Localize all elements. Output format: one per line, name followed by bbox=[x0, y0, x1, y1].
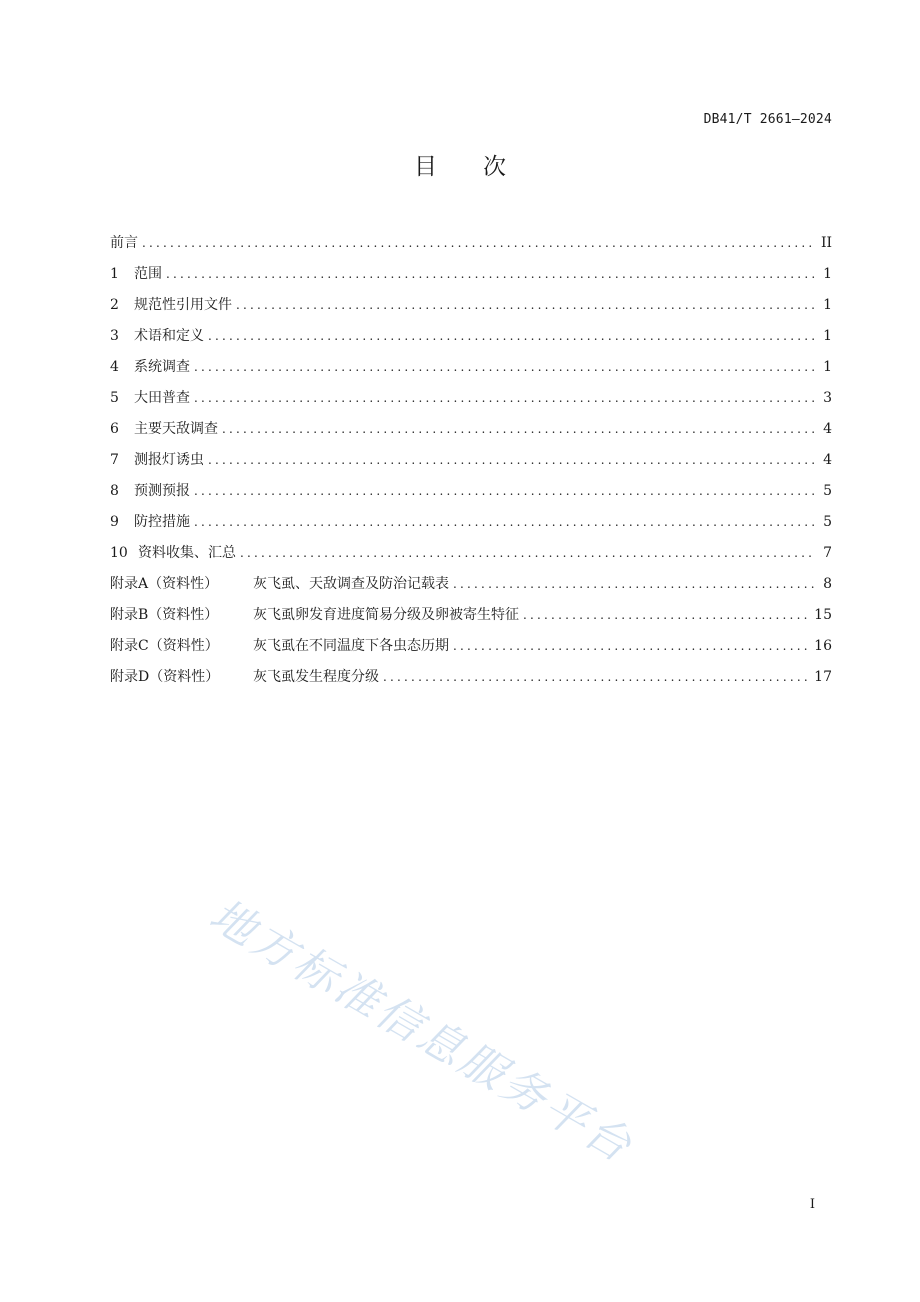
toc-entry-label: 主要天敌调查 bbox=[134, 421, 218, 437]
toc-appendix-b[interactable] bbox=[110, 605, 832, 636]
toc-entry-1[interactable] bbox=[110, 264, 832, 295]
toc-leader-dots bbox=[208, 450, 816, 470]
toc-leader-dots bbox=[142, 233, 815, 253]
toc-entry-foreword[interactable] bbox=[110, 233, 832, 264]
toc-entry-4[interactable] bbox=[110, 357, 832, 388]
appendix-page: 17 bbox=[814, 669, 832, 685]
document-code: DB41/T 2661—2024 bbox=[703, 112, 832, 127]
toc-entry-label: 系统调查 bbox=[134, 359, 190, 375]
toc-entry-number: 3 bbox=[110, 328, 119, 344]
toc-entry-5[interactable] bbox=[110, 388, 832, 419]
toc-entry-page: 4 bbox=[823, 452, 832, 468]
toc-entry-number: 9 bbox=[110, 514, 119, 530]
toc-entry-page: 1 bbox=[823, 297, 832, 313]
appendix-label: 灰飞虱卵发育进度简易分级及卵被寄生特征 bbox=[253, 607, 519, 623]
toc-leader-dots bbox=[453, 574, 816, 594]
toc-entry-page: 1 bbox=[823, 266, 832, 282]
toc-entry-page: 3 bbox=[823, 390, 832, 406]
toc-leader-dots bbox=[383, 667, 808, 687]
toc-entry-label: 预测预报 bbox=[134, 483, 190, 499]
toc-leader-dots bbox=[166, 264, 816, 284]
toc-title-part2: 次 bbox=[483, 154, 506, 180]
appendix-prefix: 附录C（资料性） bbox=[110, 638, 219, 654]
toc-entry-10[interactable] bbox=[110, 543, 832, 574]
toc-entry-number: 4 bbox=[110, 359, 119, 375]
toc-entry-page: 7 bbox=[823, 545, 832, 561]
toc-entry-number: 5 bbox=[110, 390, 119, 406]
toc-appendix-a[interactable] bbox=[110, 574, 832, 605]
toc-entry-8[interactable] bbox=[110, 481, 832, 512]
toc-entry-page: 4 bbox=[823, 421, 832, 437]
watermark: 地方标准信息服务平台 bbox=[201, 889, 643, 1174]
toc-leader-dots bbox=[222, 419, 816, 439]
toc-entry-number: 7 bbox=[110, 452, 119, 468]
toc-entry-label: 术语和定义 bbox=[134, 328, 204, 344]
toc-appendix-c[interactable] bbox=[110, 636, 832, 667]
toc-leader-dots bbox=[240, 543, 816, 563]
page-number: I bbox=[809, 1197, 815, 1212]
toc-title-part1: 目 bbox=[414, 154, 437, 180]
toc-leader-dots bbox=[194, 512, 816, 532]
appendix-page: 16 bbox=[814, 638, 832, 654]
toc-entry-number: 1 bbox=[110, 266, 119, 282]
toc-entry-label: 防控措施 bbox=[134, 514, 190, 530]
appendix-page: 8 bbox=[823, 576, 832, 592]
toc-leader-dots bbox=[194, 357, 816, 377]
toc-entry-page: 5 bbox=[823, 483, 832, 499]
toc-leader-dots bbox=[208, 326, 816, 346]
toc-entry-7[interactable] bbox=[110, 450, 832, 481]
toc-leader-dots bbox=[523, 605, 808, 625]
toc-title bbox=[0, 148, 920, 181]
appendix-prefix: 附录D（资料性） bbox=[110, 669, 220, 685]
toc-appendix-d[interactable] bbox=[110, 667, 832, 698]
toc-leader-dots bbox=[236, 295, 816, 315]
appendix-prefix: 附录A（资料性） bbox=[110, 576, 219, 592]
appendix-label: 灰飞虱在不同温度下各虫态历期 bbox=[253, 638, 449, 654]
appendix-prefix: 附录B（资料性） bbox=[110, 607, 219, 623]
toc-entry-label: 规范性引用文件 bbox=[134, 297, 232, 313]
toc-entry-page: II bbox=[820, 235, 832, 251]
toc-entry-number: 2 bbox=[110, 297, 119, 313]
toc-entry-page: 5 bbox=[823, 514, 832, 530]
toc-entry-label: 前言 bbox=[110, 235, 138, 251]
table-of-contents bbox=[110, 233, 832, 698]
toc-entry-number: 6 bbox=[110, 421, 119, 437]
toc-entry-label: 测报灯诱虫 bbox=[134, 452, 204, 468]
toc-entry-2[interactable] bbox=[110, 295, 832, 326]
toc-entry-9[interactable] bbox=[110, 512, 832, 543]
appendix-page: 15 bbox=[814, 607, 832, 623]
toc-entry-label: 资料收集、汇总 bbox=[138, 545, 236, 561]
toc-entry-number: 8 bbox=[110, 483, 119, 499]
toc-leader-dots bbox=[194, 481, 816, 501]
appendix-label: 灰飞虱发生程度分级 bbox=[253, 669, 379, 685]
toc-entry-page: 1 bbox=[823, 328, 832, 344]
toc-leader-dots bbox=[194, 388, 816, 408]
toc-entry-number: 10 bbox=[110, 545, 128, 561]
toc-entry-label: 范围 bbox=[134, 266, 162, 282]
appendix-label: 灰飞虱、天敌调查及防治记载表 bbox=[253, 576, 449, 592]
toc-entry-label: 大田普查 bbox=[134, 390, 190, 406]
toc-entry-page: 1 bbox=[823, 359, 832, 375]
toc-entry-3[interactable] bbox=[110, 326, 832, 357]
toc-leader-dots bbox=[453, 636, 808, 656]
toc-entry-6[interactable] bbox=[110, 419, 832, 450]
